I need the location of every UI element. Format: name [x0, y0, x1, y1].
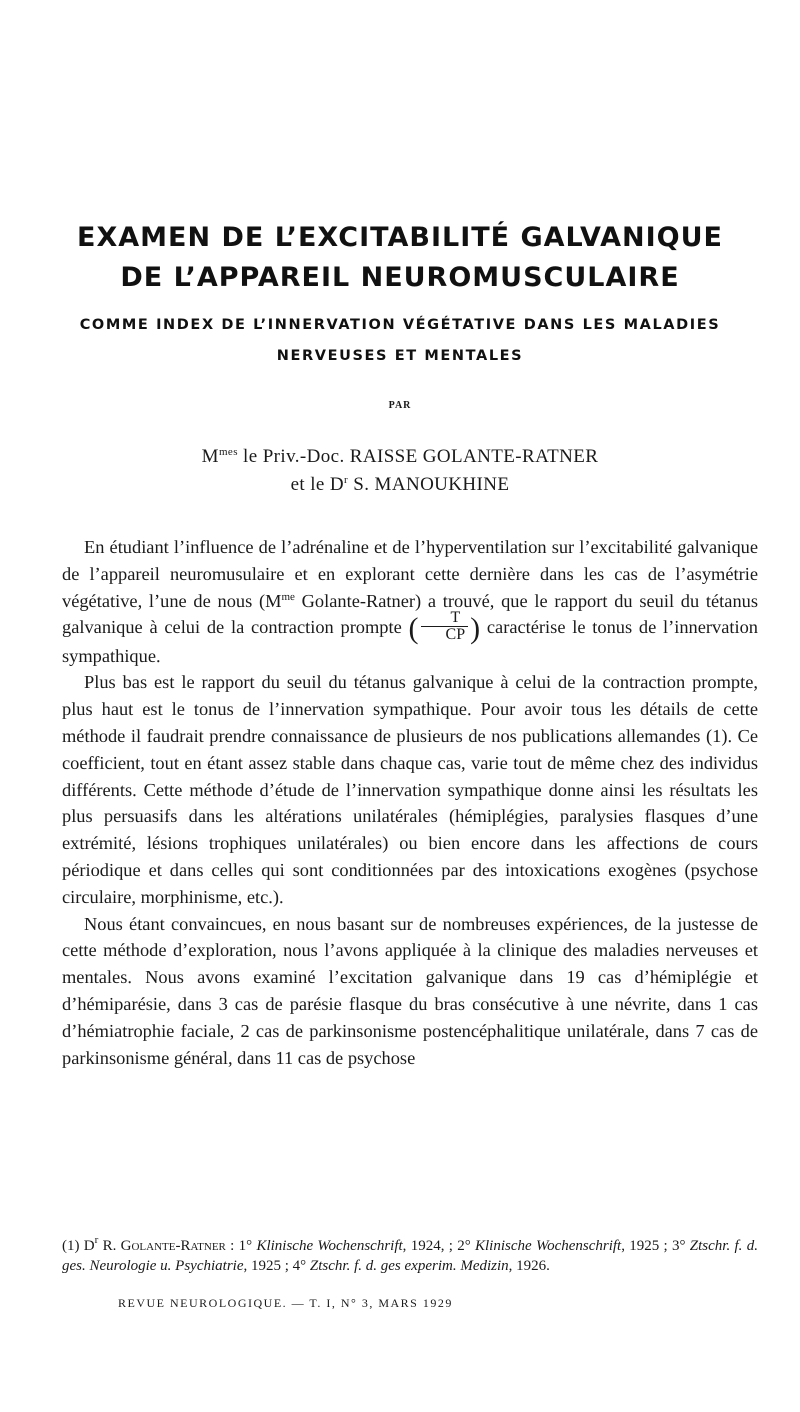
journal-title: Klinische Wochenschrift [475, 1238, 622, 1254]
article-title-line-2: DE L’APPAREIL NEUROMUSCULAIRE [120, 262, 680, 293]
left-paren: ( [408, 612, 419, 646]
author-line-2 [0, 474, 800, 496]
ratio-fraction [421, 610, 469, 643]
footnote-text: , 1925 ; 3° [621, 1238, 690, 1254]
author-names: S. MANOUKHINE [348, 474, 510, 495]
fraction-numerator: T [450, 608, 461, 626]
article-title-line-1: EXAMEN DE L’EXCITABILITÉ GALVANIQUE [77, 222, 723, 253]
paragraph [62, 534, 758, 669]
article-subtitle-line-1: COMME INDEX DE L’INNERVATION VÉGÉTATIVE DANS LES MALADIES [79, 317, 721, 333]
author-sup: mes [218, 446, 238, 458]
article-subtitle-line-2: NERVEUSES ET MENTALES [276, 348, 524, 364]
paragraph: Plus bas est le rapport du seuil du tétanus galvanique à celui de la contraction prompte, plus haut est le tonus de l’innervation sympathique. Pour avoir tous les détails de cette méthode il faudrait prendre connaissance de plusieurs de nos publications allemandes (1). Ce coefficient, tout en étant assez stable dans chaque cas, varie tout de même chez des individus différents. Cette méthode d’étude de l’innervation sympathique donne ainsi les résultats les plus persuasifs dans les altérations unilatérales (hémiplégies, paralysies flasques d’une extrémité, lésions trophiques unilatérales) ou bien encore dans les affections de cours périodique et dans celles qui sont conditionnées par des intoxications exogènes (psychose circulaire, morphinisme, etc.). [62, 672, 758, 907]
right-paren: ) [470, 612, 481, 646]
paragraph-text: En étudiant l’influence de l’adrénaline et de l’hyperventilation sur l’excitabilité galvanique de l’appareil neuromusulaire et en explorant cette dernière dans les cas de l’asymétrie végétative, l’une de nous (M [62, 537, 758, 611]
paragraph-text: Golante-Ratner) a trouvé, que le rapport du seuil du tétanus galvanique à celui de la contraction prompte [62, 590, 759, 638]
journal-title: Ztschr. f. d. ges. Neurologie u. Psychiatrie [62, 1238, 758, 1274]
paragraph: Nous étant convaincues, en nous basant sur de nombreuses expériences, de la justesse de cette méthode d’exploration, nous l’avons appliquée à la clinique des maladies nerveuses et mentales. Nous avons examiné l’excitation galvanique dans 19 cas d’hémiplégie et d’hémiparésie, dans 3 cas de parésie flasque du bras consécutive à une névrite, dans 1 cas d’hémiatrophie faciale, 2 cas de parkinsonisme postencéphalitique unilatérale, dans 7 cas de parkinsonisme général, dans 11 cas de psychose [62, 913, 758, 1068]
author-prefix: M [201, 446, 219, 467]
footnote [62, 1236, 758, 1276]
footnote-text: , 1926. [508, 1258, 550, 1274]
footnote-text: , 1925 ; 4° [243, 1258, 310, 1274]
author-sup: r [344, 474, 349, 486]
byline-par: PAR [388, 400, 412, 411]
author-prefix: et le D [290, 474, 345, 495]
superscript: r [94, 1234, 99, 1246]
fraction-denominator: CP [421, 626, 469, 643]
footnote-author: R. Golante-Ratner : [98, 1238, 239, 1254]
author-line-1 [0, 446, 800, 468]
article-body [62, 534, 758, 1071]
paragraph-text: caractérise le tonus de l’innervation sympathique. [62, 617, 758, 666]
footnote-text: , 1924, ; 2° [402, 1238, 475, 1254]
footnote-marker: (1) D [62, 1238, 95, 1254]
running-footer: REVUE NEUROLOGIQUE. — T. I, N° 3, MARS 1929 [118, 1296, 453, 1310]
journal-title: Klinische Wochenschrift [256, 1238, 403, 1254]
footnote-text: 1° [238, 1238, 257, 1254]
journal-title: Ztschr. f. d. ges experim. Medizin [309, 1258, 509, 1274]
superscript: me [281, 590, 295, 603]
author-names: le Priv.-Doc. RAISSE GOLANTE-RATNER [237, 446, 599, 467]
